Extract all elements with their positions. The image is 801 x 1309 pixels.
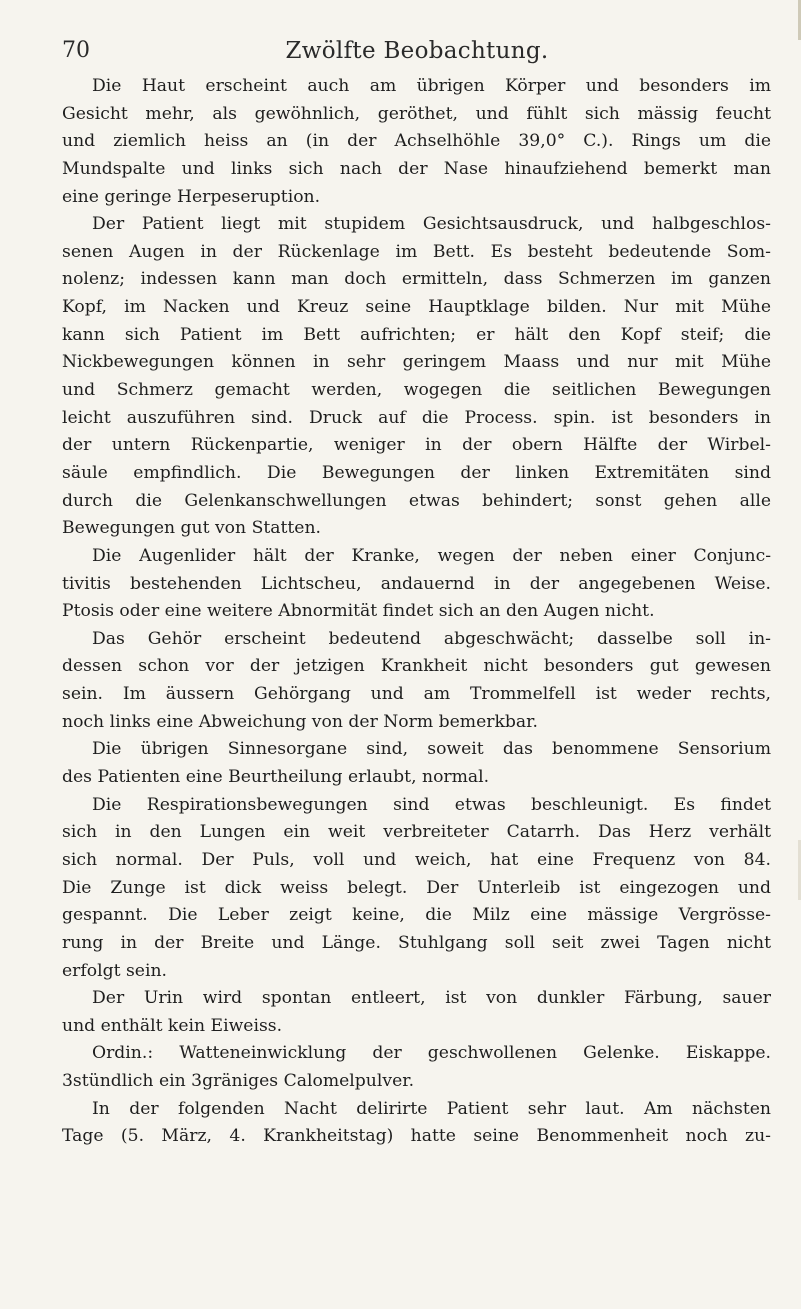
text-line: und ziemlich heiss an (in der Achselhöhle 39,0° C.). Rings um die bbox=[62, 131, 771, 152]
text-line: rung in der Breite und Länge. Stuhlgang soll seit zwei Tagen nicht bbox=[62, 932, 771, 953]
text-line: Der Patient liegt mit stupidem Gesichtsausdruck, und halbgeschlos- bbox=[92, 214, 771, 235]
text-line: 3stündlich ein 3gräniges Calomelpulver. bbox=[62, 1071, 415, 1092]
text-line: Bewegungen gut von Statten. bbox=[62, 518, 322, 539]
text-line: sich in den Lungen ein weit verbreiteter Catarrh. Das Herz verhält bbox=[62, 822, 771, 843]
text-line: Die übrigen Sinnesorgane sind, soweit das benommene Sensorium bbox=[92, 739, 771, 760]
text-line: senen Augen in der Rückenlage im Bett. Es besteht bedeutende Som- bbox=[62, 241, 771, 262]
body-text bbox=[62, 73, 771, 1151]
text-line: Die Zunge ist dick weiss belegt. Der Unterleib ist eingezogen und bbox=[62, 877, 771, 898]
text-line: durch die Gelenkanschwellungen etwas behindert; sonst gehen alle bbox=[62, 490, 771, 511]
text-line: eine geringe Herpeseruption. bbox=[62, 186, 321, 207]
text-line: und enthält kein Eiweiss. bbox=[62, 1015, 283, 1036]
text-line: nolenz; indessen kann man doch ermitteln, dass Schmerzen im ganzen bbox=[62, 269, 771, 290]
page-number: 70 bbox=[62, 38, 90, 63]
text-line: Ordin.: Watteneinwicklung der geschwollenen Gelenke. Eiskappe. bbox=[92, 1043, 771, 1064]
page-header bbox=[62, 38, 772, 68]
text-line: Der Urin wird spontan entleert, ist von dunkler Färbung, sauer bbox=[92, 988, 771, 1009]
text-line: Die Augenlider hält der Kranke, wegen der neben einer Conjunc- bbox=[92, 545, 771, 566]
text-line: Kopf, im Nacken und Kreuz seine Hauptklage bilden. Nur mit Mühe bbox=[62, 297, 771, 318]
text-line: Tage (5. März, 4. Krankheitstag) hatte seine Benommenheit noch zu- bbox=[62, 1126, 771, 1147]
text-line: sein. Im äussern Gehörgang und am Trommelfell ist weder rechts, bbox=[62, 684, 771, 705]
text-line: sich normal. Der Puls, voll und weich, hat eine Frequenz von 84. bbox=[62, 849, 771, 870]
text-line: der untern Rückenpartie, weniger in der obern Hälfte der Wirbel- bbox=[62, 435, 771, 456]
text-line: Die Respirationsbewegungen sind etwas beschleunigt. Es findet bbox=[92, 794, 771, 815]
text-line: dessen schon vor der jetzigen Krankheit nicht besonders gut gewesen bbox=[62, 656, 771, 677]
text-line: des Patienten eine Beurtheilung erlaubt, normal. bbox=[62, 767, 490, 788]
text-line: Nickbewegungen können in sehr geringem Maass und nur mit Mühe bbox=[62, 352, 771, 373]
text-line: gespannt. Die Leber zeigt keine, die Milz eine mässige Vergrösse- bbox=[62, 905, 771, 926]
text-line: noch links eine Abweichung von der Norm bemerkbar. bbox=[62, 711, 538, 732]
text-line: Die Haut erscheint auch am übrigen Körper und besonders im bbox=[92, 76, 771, 96]
text-line: leicht auszuführen sind. Druck auf die Process. spin. ist besonders in bbox=[62, 407, 771, 428]
text-line: säule empfindlich. Die Bewegungen der linken Extremitäten sind bbox=[62, 462, 771, 483]
text-line: kann sich Patient im Bett aufrichten; er hält den Kopf steif; die bbox=[62, 324, 771, 345]
text-line: Das Gehör erscheint bedeutend abgeschwächt; dasselbe soll in- bbox=[92, 628, 771, 649]
text-line: Mundspalte und links sich nach der Nase hinaufziehend bemerkt man bbox=[62, 158, 771, 179]
text-line: tivitis bestehenden Lichtscheu, andauernd in der angegebenen Weise. bbox=[62, 573, 771, 594]
running-title: Zwölfte Beobachtung. bbox=[285, 38, 549, 64]
text-line: Ptosis oder eine weitere Abnormität findet sich an den Augen nicht. bbox=[62, 601, 655, 622]
text-line: In der folgenden Nacht delirirte Patient sehr laut. Am nächsten bbox=[92, 1098, 771, 1119]
text-line: und Schmerz gemacht werden, wogegen die seitlichen Bewegungen bbox=[62, 380, 771, 401]
text-line: erfolgt sein. bbox=[62, 960, 167, 981]
text-line: Gesicht mehr, als gewöhnlich, geröthet, und fühlt sich mässig feucht bbox=[62, 103, 771, 124]
